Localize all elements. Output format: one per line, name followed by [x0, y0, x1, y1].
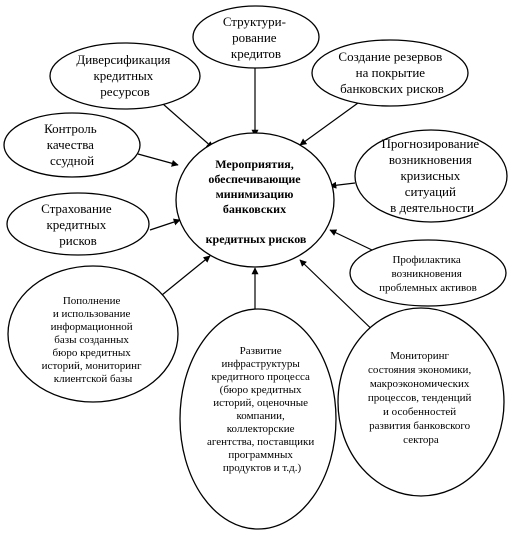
arrow-reserves: [300, 103, 358, 145]
center-node: [176, 133, 334, 267]
arrow-quality-control: [138, 154, 178, 165]
arrow-prevention: [330, 230, 372, 250]
node-forecasting-text: Прогнозирование возникновения кризисных ситуаций в деятельности: [381, 136, 480, 215]
node-insurance: [7, 193, 149, 255]
node-info-base: [8, 266, 178, 402]
node-insurance-text: Страхование кредитных рисков: [41, 201, 112, 248]
node-infrastructure: [180, 309, 336, 529]
node-diversification: [50, 43, 200, 109]
node-monitoring: [338, 308, 504, 496]
arrow-forecasting: [330, 183, 355, 186]
node-quality-control: [4, 113, 140, 177]
node-prevention: [350, 240, 506, 306]
node-quality-control-text: Контроль качества ссудной: [44, 121, 97, 168]
arrow-info-base: [162, 256, 210, 295]
center-node-text: Мероприятия, обеспечивающие минимизацию банковских кредитных рисков: [205, 157, 307, 246]
node-forecasting: [355, 130, 507, 222]
node-structuring-text: Структури- рование кредитов: [222, 14, 286, 61]
node-reserves-text: Создание резервов на покрытие банковских рисков: [338, 49, 444, 96]
arrow-diversification: [163, 104, 213, 148]
node-info-base-text: Пополнение и использование информационной базы созданных бюро кредитных историй, мониторинг клиентской базы: [41, 295, 142, 385]
node-diversification-text: Диверсификация кредитных ресурсов: [76, 52, 171, 99]
node-reserves: [312, 40, 468, 106]
node-structuring: [193, 6, 319, 68]
node-prevention-text: Профилактика возникновения проблемных активов: [379, 254, 477, 294]
node-monitoring-text: Мониторинг состояния экономики, макроэкономических процессов, тенденций и особенностей развития банковского сектора: [367, 350, 472, 446]
arrow-insurance: [150, 220, 180, 230]
node-infrastructure-text: Развитие инфраструктуры кредитного процесса (бюро кредитных историй, оценочные компании, коллекторские агентства, поставщики программных продуктов и т.д.): [207, 345, 315, 474]
